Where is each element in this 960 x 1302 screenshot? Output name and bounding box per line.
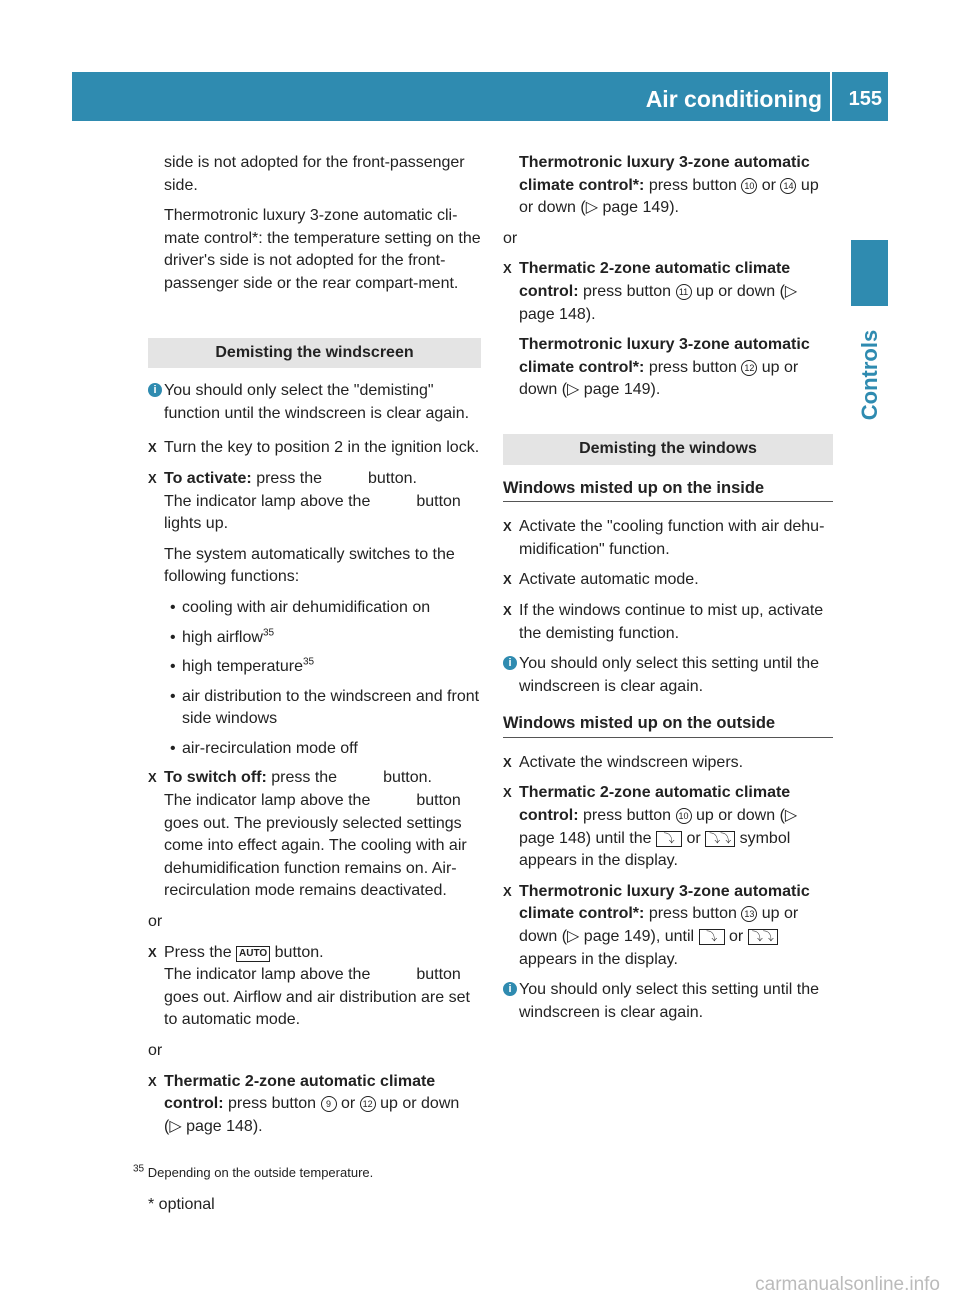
button-number-icon: 12: [360, 1096, 376, 1112]
page-ref-icon: ▷: [784, 282, 798, 300]
step-inside-3: X If the windows continue to mist up, activate the demisting function.: [503, 601, 824, 642]
page-ref-icon: ▷: [567, 381, 580, 399]
page-ref-icon: ▷: [567, 928, 580, 946]
button-number-icon: 11: [676, 284, 692, 300]
arrow-icon: X: [148, 1073, 157, 1089]
button-number-icon: 10: [676, 808, 692, 824]
arrow-icon: X: [503, 519, 512, 535]
windscreen-footwell-airflow-icon: ⤵⤵: [748, 929, 778, 945]
bullet-item: • high airflow$^{35}$: [170, 627, 275, 646]
button-number-icon: 14: [780, 178, 796, 194]
header-bar: [72, 72, 888, 121]
arrow-icon: X: [503, 261, 512, 277]
info-icon: i: [148, 383, 162, 397]
thermotronic-text: Thermotronic luxury 3-zone automatic climate control*: press button 10 or 14 up or down (▷ page 149).: [519, 154, 819, 217]
arrow-icon: X: [503, 883, 512, 899]
intro-text-2: Thermotronic luxury 3-zone automatic cli-mate control*: the temperature setting on the driver's side is not adopted for the front-passenger side or the rear compart-ment.: [164, 207, 481, 292]
arrow-icon: X: [148, 440, 157, 456]
bullet-item: • air distribution to the windscreen and front side windows: [170, 687, 480, 728]
windscreen-footwell-airflow-icon: ⤵⤵: [705, 831, 735, 847]
step-activate: X To activate: press the button. The indicator lamp above the button lights up. The system automatically switches to the following functions:: [148, 469, 461, 586]
or-text: or: [503, 229, 518, 247]
optional-note: * optional: [148, 1196, 215, 1213]
section-title-windows: Demisting the windows: [503, 434, 833, 465]
subheading-outside: Windows misted up on the outside: [503, 712, 833, 738]
page-ref-icon: ▷: [784, 807, 798, 825]
arrow-icon: X: [503, 572, 512, 588]
watermark: carmanualsonline.info: [755, 1274, 940, 1295]
bullet-item: • high temperature$^{35}$: [170, 656, 315, 676]
bullet-item: • cooling with air dehumidification on: [170, 598, 431, 616]
page-ref-icon: ▷: [585, 199, 599, 217]
step-outside-1: X Activate the windscreen wipers.: [503, 752, 833, 775]
side-tab: [851, 240, 888, 306]
intro-text: side is not adopted for the front-passenger side.: [164, 154, 465, 194]
chapter-title: Air conditioning: [645, 86, 822, 112]
side-label: Controls: [856, 329, 882, 421]
footnote: $^{35}$ Depending on the outside temperature.: [133, 1163, 374, 1180]
auto-button-icon: AUTO: [236, 946, 270, 962]
section-title-windscreen: Demisting the windscreen: [148, 338, 481, 369]
or-text: or: [148, 913, 163, 931]
right-column: [503, 152, 833, 1036]
step-thermatic-2: X Thermatic 2-zone automatic climate control: press button 11 up or down (▷ page 148). Thermotronic luxury 3-zone automatic climate control*: press button 12 up or down (▷ page 149).: [503, 260, 810, 399]
arrow-icon: X: [148, 770, 157, 786]
header-divider: [830, 72, 832, 121]
or-text: or: [148, 1042, 163, 1059]
windscreen-airflow-icon: ⤵: [656, 831, 682, 847]
button-number-icon: 9: [321, 1096, 337, 1112]
step-press-auto: X Press the AUTO button. The indicator lamp above the button goes out. Airflow and air distribution are set to automatic mode.: [148, 943, 470, 1029]
info-icon: i: [503, 656, 517, 670]
step-switch-off: X To switch off: press the button. The indicator lamp above the button goes out. The previously selected settings come into effect again. The cooling with air dehumidification function remains on. Air-recirculation mode remains deactivated.: [148, 769, 467, 900]
button-number-icon: 10: [741, 178, 757, 194]
info-note: i You should only select this setting until the windscreen is clear again.: [503, 979, 833, 1024]
info-note: i You should only select the "demisting" function until the windscreen is clear again.: [148, 380, 481, 425]
step-outside-3: X Thermotronic luxury 3-zone automatic climate control*: press button 13 up or down (▷ page 149), until ⤵ or ⤵⤵ appears in the display.: [503, 882, 810, 968]
button-number-icon: 12: [741, 360, 757, 376]
page-number: 155: [848, 88, 882, 110]
info-note: i You should only select this setting until the windscreen is clear again.: [503, 653, 833, 698]
arrow-icon: X: [148, 470, 157, 486]
left-column: [148, 152, 481, 1146]
windscreen-airflow-icon: ⤵: [699, 929, 725, 945]
step-outside-2: X Thermatic 2-zone automatic climate control: press button 10 up or down (▷ page 148) until the ⤵ or ⤵⤵ symbol appears in the display.: [503, 784, 798, 870]
bullet-item: • air-recirculation mode off: [170, 739, 358, 757]
arrow-icon: X: [503, 602, 512, 618]
info-icon: i: [503, 982, 517, 996]
arrow-icon: X: [503, 754, 512, 770]
arrow-icon: X: [148, 944, 157, 960]
step-thermatic: X Thermatic 2-zone automatic climate control: press button 9 or 12 up or down (▷ page 148).: [148, 1072, 460, 1135]
step-inside-1: X Activate the "cooling function with air dehu-midification" function.: [503, 518, 825, 558]
step-key: X Turn the key to position 2 in the ignition lock.: [148, 437, 481, 460]
arrow-icon: X: [503, 785, 512, 801]
subheading-inside: Windows misted up on the inside: [503, 477, 833, 503]
button-number-icon: 13: [741, 906, 757, 922]
page-ref-icon: ▷: [169, 1117, 182, 1135]
step-inside-2: X Activate automatic mode.: [503, 569, 833, 592]
